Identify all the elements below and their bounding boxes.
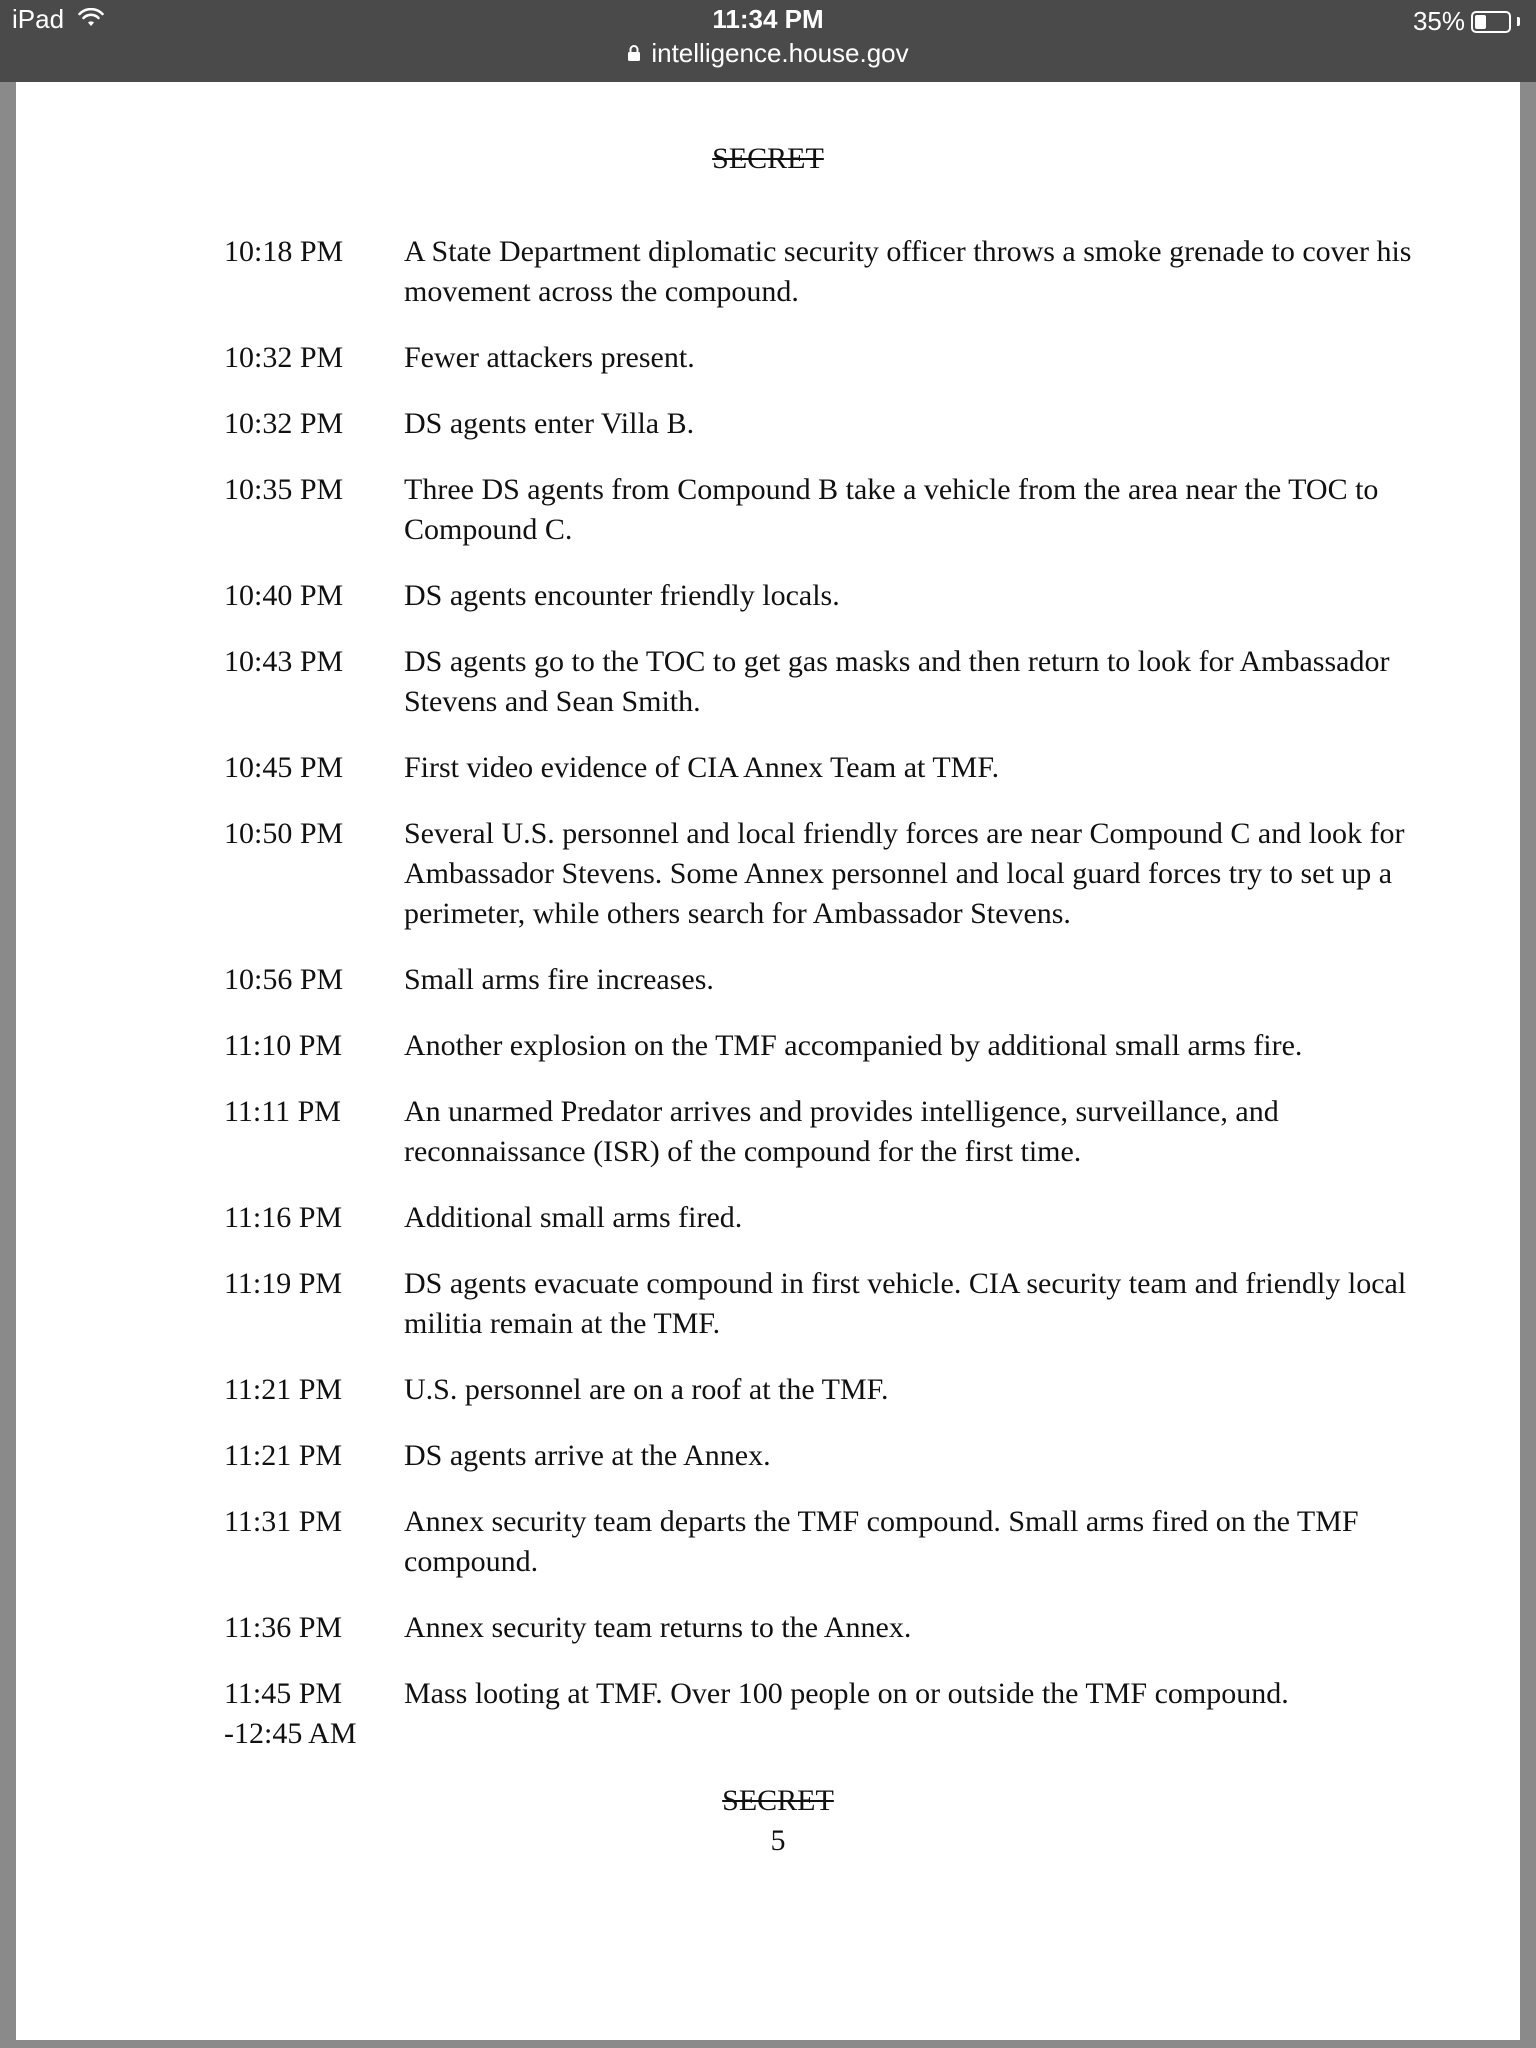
document-page	[16, 82, 1520, 2040]
timeline-entry	[224, 960, 1414, 1000]
timeline-entry	[224, 576, 1414, 616]
timeline-entry	[224, 1264, 1414, 1344]
timeline-entry	[224, 1608, 1414, 1648]
entry-time: 11:16 PM	[224, 1201, 343, 1234]
entry-description: Annex security team returns to the Annex.	[404, 1611, 912, 1644]
timeline-entry	[224, 1436, 1414, 1476]
entry-time: 11:10 PM	[224, 1029, 343, 1062]
entry-description: DS agents evacuate compound in first vehicle. CIA security team and friendly local militia remain at the TMF.	[404, 1267, 1407, 1340]
entry-time: 10:40 PM	[224, 579, 344, 612]
url-text[interactable]: intelligence.house.gov	[651, 38, 909, 68]
entry-time: 10:45 PM	[224, 751, 344, 784]
entry-description: Annex security team departs the TMF compound. Small arms fired on the TMF compound.	[404, 1505, 1359, 1578]
status-bar	[0, 0, 1536, 82]
entry-description: U.S. personnel are on a roof at the TMF.	[404, 1373, 889, 1406]
timeline-entry	[224, 1092, 1414, 1172]
battery-fill	[1475, 15, 1486, 29]
timeline-entry	[224, 748, 1414, 788]
entry-description: Additional small arms fired.	[404, 1201, 743, 1234]
device-label: iPad	[12, 4, 65, 34]
entry-description: DS agents go to the TOC to get gas masks and then return to look for Ambassador Stevens and Sean Smith.	[404, 645, 1390, 718]
entry-time: 11:11 PM	[224, 1095, 341, 1128]
battery-percent: 35%	[1412, 6, 1465, 36]
clock: 11:34 PM	[712, 4, 824, 34]
entry-description: A State Department diplomatic security officer throws a smoke grenade to cover his movement across the compound.	[404, 235, 1412, 308]
timeline-entry	[224, 814, 1414, 934]
timeline-entry	[224, 470, 1414, 550]
entry-description: DS agents arrive at the Annex.	[404, 1439, 771, 1472]
entry-description: DS agents enter Villa B.	[404, 407, 695, 440]
battery-icon	[1471, 11, 1511, 33]
entry-time: 10:43 PM	[224, 645, 344, 678]
entry-time: 11:21 PM	[224, 1439, 343, 1472]
entry-time: 10:32 PM	[224, 407, 344, 440]
timeline-entry	[224, 1674, 1414, 1754]
timeline-entry	[224, 338, 1414, 378]
classification-header: SECRET	[712, 142, 824, 175]
timeline-entry	[224, 1026, 1414, 1066]
address-bar[interactable]	[0, 38, 1536, 69]
entry-time: 11:31 PM	[224, 1505, 343, 1538]
entry-time: 10:50 PM	[224, 817, 344, 850]
lock-icon	[627, 38, 641, 69]
timeline	[224, 232, 1414, 1780]
entry-time: 10:32 PM	[224, 341, 344, 374]
timeline-entry	[224, 1370, 1414, 1410]
entry-description: DS agents encounter friendly locals.	[404, 579, 840, 612]
entry-time: 11:36 PM	[224, 1611, 343, 1644]
battery-tip	[1517, 17, 1520, 26]
entry-time: 10:18 PM	[224, 235, 344, 268]
entry-description: First video evidence of CIA Annex Team at TMF.	[404, 751, 1000, 784]
entry-description: Fewer attackers present.	[404, 341, 695, 374]
timeline-entry	[224, 1198, 1414, 1238]
entry-time: 10:35 PM	[224, 473, 344, 506]
entry-description: Several U.S. personnel and local friendly forces are near Compound C and look for Ambassador Stevens. Some Annex personnel and local guard forces try to set up a perimeter, while others search for Ambassador Stevens.	[404, 817, 1405, 930]
timeline-entry	[224, 404, 1414, 444]
timeline-entry	[224, 232, 1414, 312]
classification-footer: SECRET	[722, 1784, 834, 1817]
entry-time: 11:21 PM	[224, 1373, 343, 1406]
timeline-entry	[224, 1502, 1414, 1582]
timeline-entry	[224, 642, 1414, 722]
entry-description: Mass looting at TMF. Over 100 people on or outside the TMF compound.	[404, 1677, 1289, 1710]
entry-description: Another explosion on the TMF accompanied by additional small arms fire.	[404, 1029, 1303, 1062]
entry-description: An unarmed Predator arrives and provides intelligence, surveillance, and reconnaissance (ISR) of the compound for the first time.	[404, 1095, 1279, 1168]
battery-indicator	[1413, 6, 1520, 37]
entry-time: 10:56 PM	[224, 963, 344, 996]
entry-description: Three DS agents from Compound B take a vehicle from the area near the TOC to Compound C.	[404, 473, 1379, 546]
page-number: 5	[770, 1824, 786, 1857]
entry-time: 11:19 PM	[224, 1267, 343, 1300]
entry-time: 11:45 PM -12:45 AM	[224, 1677, 357, 1750]
entry-description: Small arms fire increases.	[404, 963, 714, 996]
